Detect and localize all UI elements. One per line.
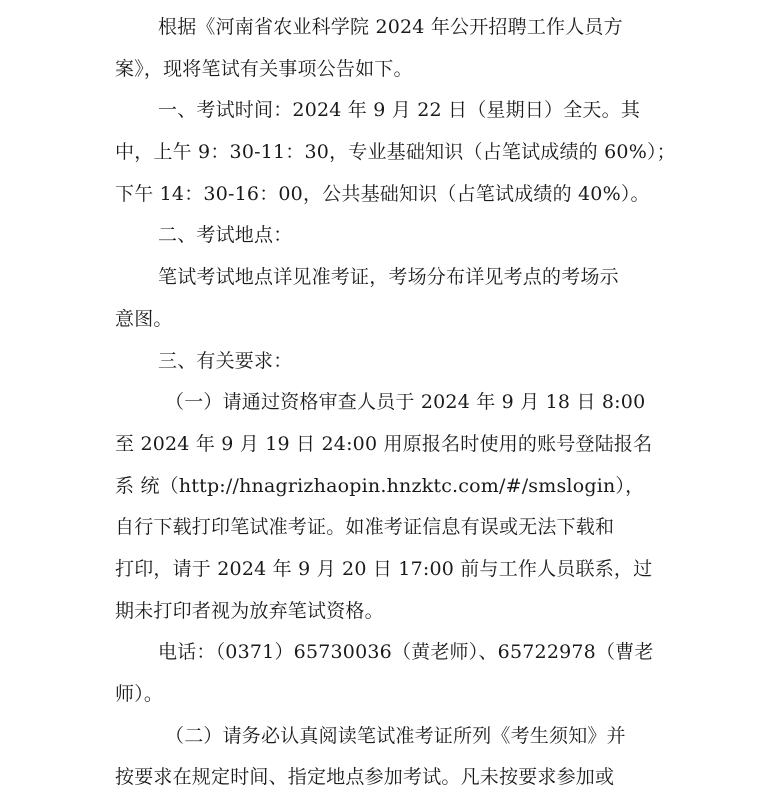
- section-requirements-heading: 三、有关要求：: [158, 349, 293, 372]
- section-exam-time-line-3: 下午 14：30-16：00，公共基础知识（占笔试成绩的 40%）。: [115, 182, 650, 205]
- requirement-1-line-6: 期未打印者视为放弃笔试资格。: [115, 599, 384, 622]
- section-exam-location-line-2: 意图。: [115, 307, 173, 330]
- section-exam-time-line-2: 中，上午 9：30-11：30，专业基础知识（占笔试成绩的 60%）；: [115, 141, 676, 164]
- announcement-body: [115, 7, 675, 799]
- contact-phone-line-2: 师）。: [115, 683, 164, 705]
- requirement-1-line-3-url: 系 统（http://hnagrizhaopin.hnzktc.com/#/smslogin），: [115, 474, 645, 497]
- requirement-1-line-5: 打印，请于 2024 年 9 月 20 日 17:00 前与工作人员联系，过: [115, 557, 653, 580]
- paragraph-intro-line-1: 根据《河南省农业科学院 2024 年公开招聘工作人员方: [158, 16, 623, 38]
- requirement-2-line-1: （二）请务必认真阅读笔试准考证所列《考生须知》并: [165, 724, 626, 747]
- section-exam-location-line-1: 笔试考试地点详见准考证，考场分布详见考点的考场示: [158, 266, 619, 289]
- requirement-1-line-2: 至 2024 年 9 月 19 日 24:00 用原报名时使用的账号登陆报名: [115, 432, 653, 455]
- requirement-2-line-2: 按要求在规定时间、指定地点参加考试。凡未按要求参加或: [115, 766, 615, 789]
- requirement-1-line-1: （一）请通过资格审查人员于 2024 年 9 月 18 日 8:00: [165, 391, 646, 414]
- requirement-1-line-4: 自行下载打印笔试准考证。如准考证信息有误或无法下载和: [115, 516, 615, 539]
- section-exam-location-heading: 二、考试地点：: [158, 224, 293, 247]
- section-exam-time-line-1: 一、考试时间：2024 年 9 月 22 日（星期日）全天。其: [158, 99, 641, 122]
- paragraph-intro-line-2: 案》，现将笔试有关事项公告如下。: [115, 57, 413, 80]
- contact-phone-line-1: 电话：（0371）65730036（黄老师）、65722978（曹老: [158, 641, 654, 664]
